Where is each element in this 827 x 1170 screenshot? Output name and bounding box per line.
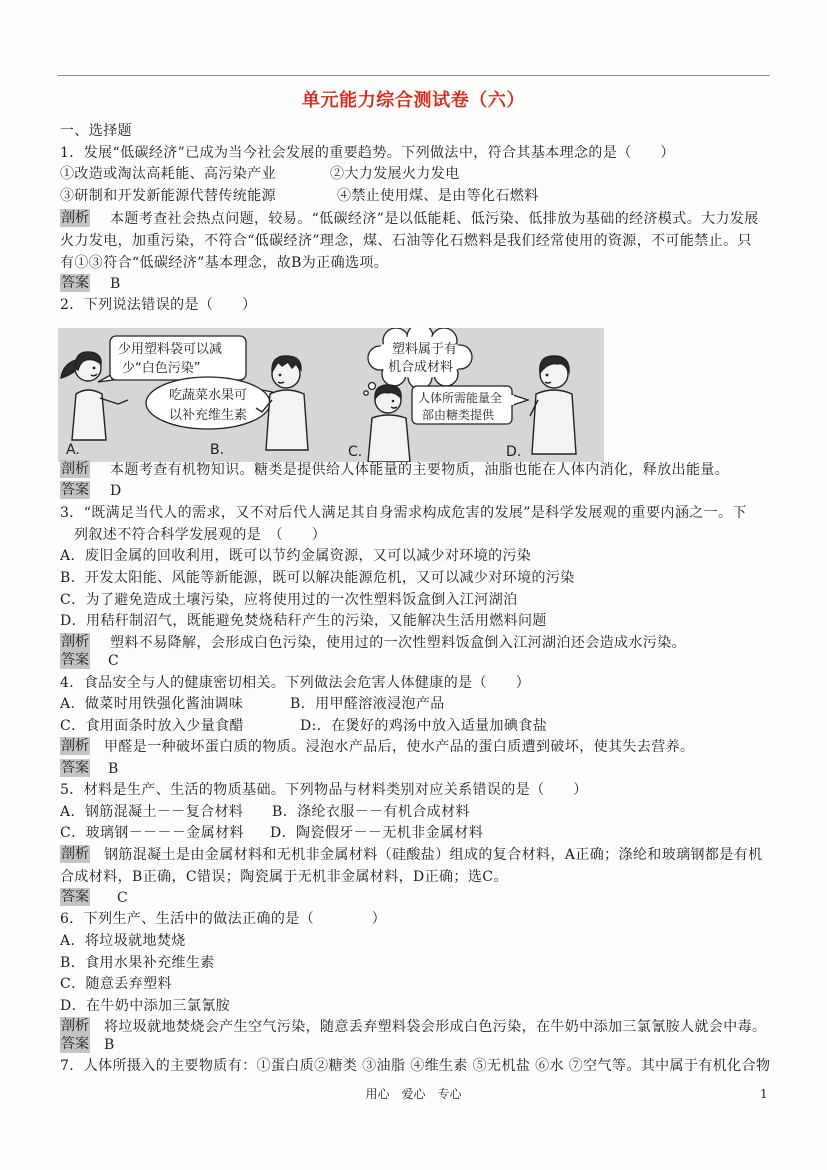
- q1-analysis-line-1: [60, 209, 759, 230]
- q1-stem: 1．发展“低碳经济”已成为当今社会发展的重要趋势。下列做法中，符合其基本理念的是（ ）: [60, 145, 675, 161]
- figure-label-b: B.: [210, 442, 225, 458]
- answer-tag: 答案: [61, 889, 89, 905]
- q2-stem: 2．下列说法错误的是（ ）: [60, 297, 257, 313]
- q4-option-a: A．做菜时用铁强化酱油调味: [60, 696, 244, 712]
- q5-option-b: B．涤纶衣服－－有机合成材料: [272, 804, 470, 820]
- q2-analysis-line: [60, 460, 729, 481]
- figure-label-c: C.: [348, 444, 363, 460]
- q1-answer-line: [60, 274, 121, 295]
- person-b-body: [266, 390, 308, 450]
- analysis-tag: 剖析: [61, 846, 89, 862]
- analysis-tag: 剖析: [61, 210, 89, 226]
- q3-stem-line-2: 列叙述不符合科学发展观的是 （ ）: [74, 527, 327, 543]
- q5-option-c: C．玻璃钢－－－－金属材料: [60, 825, 244, 841]
- answer-tag: 答案: [61, 652, 89, 668]
- q2-cartoon-figure: [58, 328, 604, 462]
- q6-analysis-text: 将垃圾就地焚烧会产生空气污染，随意丢弃塑料袋会形成白色污染，在牛奶中添加三氯氰胺人就会中毒。: [104, 1019, 767, 1035]
- bubble-3-line-2: 机合成材料: [388, 360, 454, 375]
- q1-option-1: ①改造或淘汰高耗能、高污染产业: [60, 166, 276, 182]
- q4-analysis-line: [60, 737, 694, 758]
- analysis-tag: 剖析: [61, 738, 89, 754]
- page-number: 1: [760, 1087, 769, 1101]
- q1-option-4: ④禁止使用煤、是由等化石燃料: [337, 188, 539, 204]
- q3-answer: C: [108, 653, 120, 669]
- q4-stem: 4．食品安全与人的健康密切相关。下列做法会危害人体健康的是（ ）: [60, 675, 531, 691]
- header-rule: [58, 75, 770, 76]
- q1-analysis-line-2: 火力发电，加重污染，不符合“低碳经济”理念，煤、石油等化石燃料是我们经常使用的资源，不可能禁止。只: [60, 233, 752, 249]
- q6-option-b: B．食用水果补充维生素: [60, 955, 215, 971]
- q6-analysis-line: [60, 1017, 766, 1038]
- q3-analysis-line: [60, 633, 686, 654]
- q2-answer: D: [110, 483, 122, 499]
- bubble-4-line-1: 人体所需能量全: [418, 391, 503, 405]
- q6-option-a: A．将垃圾就地焚烧: [60, 933, 186, 949]
- person-d-body: [532, 390, 576, 454]
- q3-answer-line: [60, 651, 119, 672]
- speech-bubble-1: [98, 336, 246, 382]
- q1-answer: B: [110, 276, 121, 292]
- q3-stem-line-1: 3．“既满足当代人的需求，又不对后代人满足其自身需求构成危害的发展”是科学发展观的重要内涵之一。下: [60, 505, 747, 521]
- page-title: 单元能力综合测试卷（六）: [301, 90, 526, 111]
- answer-tag: 答案: [61, 275, 89, 291]
- answer-tag: 答案: [61, 482, 89, 498]
- answer-tag: 答案: [61, 1036, 89, 1052]
- q3-option-d: D．用秸秆制沼气，既能避免焚烧秸秆产生的污染，又能解决生活用燃料问题: [60, 613, 547, 629]
- q6-answer-line: [60, 1035, 115, 1056]
- q6-option-d: D．在牛奶中添加三氯氰胺: [60, 998, 231, 1014]
- q4-option-d: D:．在煲好的鸡汤中放入适量加碘食盐: [300, 718, 548, 734]
- figure-label-a: A.: [66, 442, 80, 458]
- speech-bubble-4: [412, 386, 528, 424]
- analysis-tag: 剖析: [61, 1018, 89, 1034]
- q1-analysis-text: 本题考查社会热点问题，较易。“低碳经济”是以低能耗、低污染、低排放为基础的经济模式。大力发展: [110, 211, 759, 227]
- q3-option-b: B．开发太阳能、风能等新能源，既可以解决能源危机，又可以减少对环境的污染: [60, 570, 575, 586]
- q6-answer: B: [104, 1037, 115, 1053]
- q1-option-3: ③研制和开发新能源代替传统能源: [60, 188, 276, 204]
- bubble-1-line-2: 少“白色污染”: [122, 361, 201, 376]
- q3-analysis-text: 塑料不易降解，会形成白色污染，使用过的一次性塑料饭盒倒入江河湖泊还会造成水污染。: [110, 635, 686, 651]
- q3-option-a: A．废旧金属的回收利用，既可以节约金属资源，又可以减少对环境的污染: [60, 548, 532, 564]
- q7-stem: 7．人体所摄入的主要物质有：①蛋白质②糖类 ③油脂 ④维生素 ⑤无机盐 ⑥水 ⑦空气等。其中属于有机化合物: [60, 1058, 771, 1074]
- q3-option-c: C．为了避免造成土壤污染，应将使用过的一次性塑料饭盒倒入江河湖泊: [60, 592, 518, 608]
- q6-option-c: C．随意丢弃塑料: [60, 976, 172, 992]
- q5-analysis-text: 钢筋混凝土是由金属材料和无机非金属材料（硅酸盐）组成的复合材料，A正确；涤纶和玻璃钢都是有机: [104, 847, 763, 863]
- q4-analysis-text: 甲醛是一种破坏蛋白质的物质。浸泡水产品后，使水产品的蛋白质遭到破坏，使其失去营养。: [104, 739, 695, 755]
- q5-stem: 5．材料是生产、生活的物质基础。下列物品与材料类别对应关系错误的是（ ）: [60, 782, 588, 798]
- person-a-body: [72, 390, 106, 440]
- q5-answer-line: [60, 888, 128, 909]
- analysis-tag: 剖析: [61, 461, 89, 477]
- bubble-3-line-1: 塑料属于有: [392, 342, 458, 357]
- bubble-1-line-1: 少用塑料袋可以减: [118, 342, 223, 357]
- q1-analysis-line-3: 有①③符合“低碳经济”基本理念，故B为正确选项。: [60, 255, 389, 271]
- q4-answer-line: [60, 759, 119, 780]
- answer-tag: 答案: [61, 760, 89, 776]
- bubble-4-line-2: 部由糖类提供: [422, 408, 495, 422]
- q1-option-2: ②大力发展火力发电: [330, 166, 460, 182]
- q6-stem: 6．下列生产、生活中的做法正确的是（ ）: [60, 911, 387, 927]
- q5-analysis-line-2: 合成材料，B正确，C错误；陶瓷属于无机非金属材料，D正确；选C。: [60, 869, 508, 885]
- footer-motto: 用心 爱心 专心: [365, 1087, 462, 1101]
- bubble-2-line-1: 吃蔬菜水果可: [169, 388, 248, 403]
- q4-option-c: C．食用面条时放入少量食醋: [60, 718, 244, 734]
- q2-analysis-text: 本题考查有机物知识。糖类是提供给人体能量的主要物质，油脂也能在人体内消化，释放出能量。: [110, 462, 730, 478]
- q5-option-a: A．钢筋混凝土－－复合材料: [60, 804, 244, 820]
- section-heading: 一、选择题: [60, 123, 132, 139]
- figure-label-d: D.: [506, 444, 522, 460]
- analysis-tag: 剖析: [61, 634, 89, 650]
- bubble-2-line-2: 以补充维生素: [169, 408, 248, 423]
- person-c-body: [368, 415, 410, 462]
- q5-option-d: D．陶瓷假牙－－无机非金属材料: [270, 825, 484, 841]
- q5-analysis-line-1: [60, 845, 763, 866]
- q4-answer: B: [108, 761, 119, 777]
- q2-answer-line: [60, 481, 122, 502]
- q4-option-b: B．用甲醛溶液浸泡产品: [290, 696, 445, 712]
- q5-answer: C: [117, 890, 129, 906]
